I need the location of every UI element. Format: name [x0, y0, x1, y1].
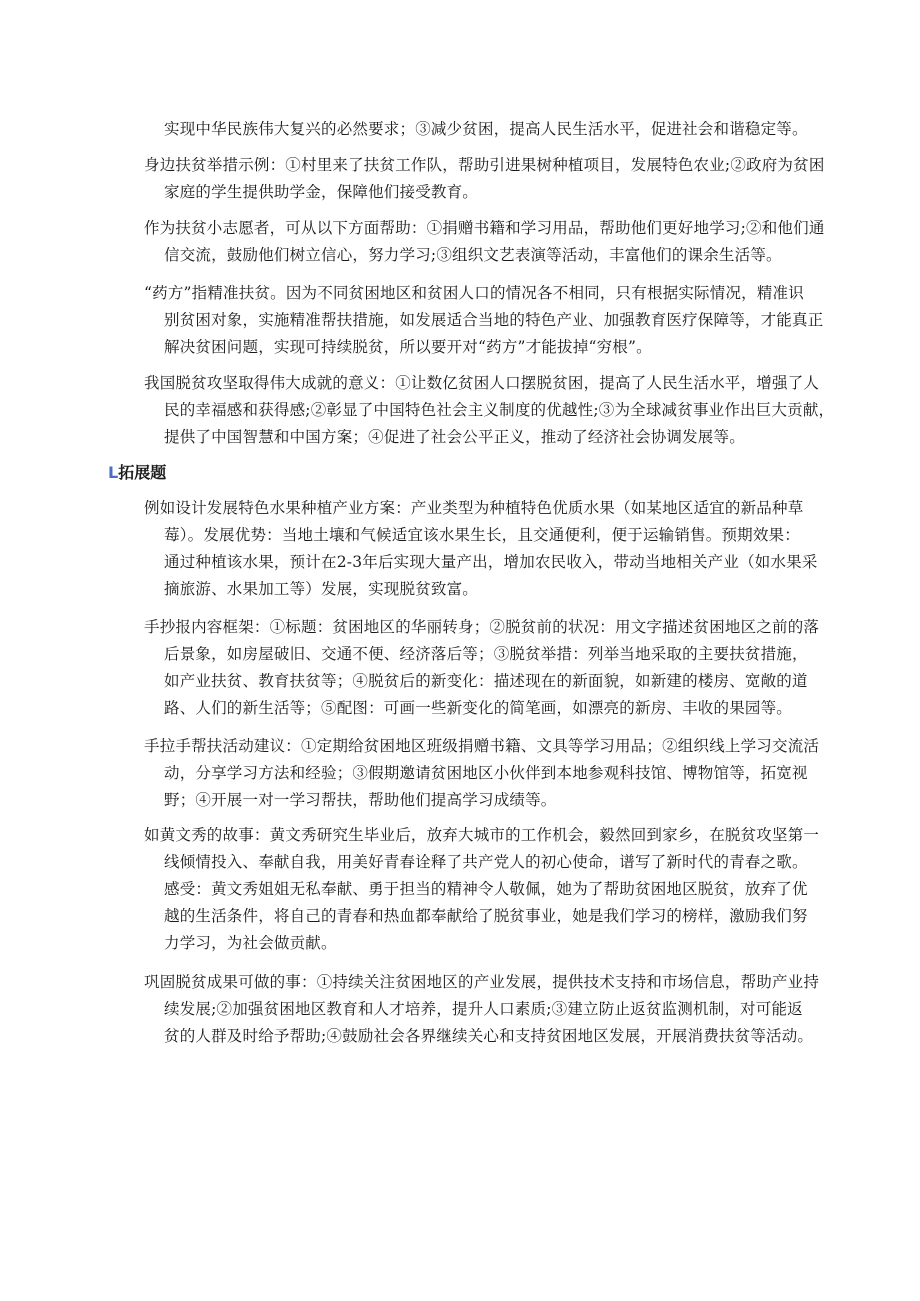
text-line: 贫的人群及时给予帮助;④鼓励社会各界继续关心和支持贫困地区发展，开展消费扶贫等活动。	[164, 1027, 814, 1045]
paragraph-volunteer	[144, 215, 824, 269]
text-line: 信交流，鼓励他们树立信心，努力学习;③组织文艺表演等活动，丰富他们的课余生活等。	[164, 246, 782, 264]
paragraph-hand-in-hand	[144, 733, 824, 814]
section-title	[108, 461, 166, 485]
text-line: 通过种植该水果，预计在2-3年后实现大量产出，增加农民收入，带动当地相关产业（如水果采	[164, 553, 818, 571]
text-line: 提供了中国智慧和中国方案；④促进了社会公平正义，推动了经济社会协调发展等。	[164, 428, 745, 446]
text-line: 感受：黄文秀姐姐无私奉献、勇于担当的精神令人敬佩，她为了帮助贫困地区脱贫，放弃了优	[164, 880, 808, 898]
text-line: 家庭的学生提供助学金，保障他们接受教育。	[164, 183, 479, 201]
text-line: 动，分享学习方法和经验；③假期邀请贫困地区小伙伴到本地参观科技馆、博物馆等，拓宽视	[164, 764, 808, 782]
text-line: 我国脱贫攻坚取得伟大成就的意义：①让数亿贫困人口摆脱贫困，提高了人民生活水平，增强了人	[144, 374, 820, 392]
text-line: 手拉手帮扶活动建议：①定期给贫困地区班级捐赠书籍、文具等学习用品；②组织线上学习交流活	[144, 737, 820, 755]
text-line: 如黄文秀的故事：黄文秀研究生毕业后，放弃大城市的工作机会，毅然回到家乡，在脱贫攻坚第一	[144, 826, 820, 844]
text-line: 路、人们的新生活等；⑤配图：可画一些新变化的简笔画，如漂亮的新房、丰收的果园等。	[164, 699, 793, 717]
text-line: 续发展;②加强贫困地区教育和人才培养，提升人口素质;③建立防止返贫监测机制，对可能返	[164, 1000, 803, 1018]
paragraph-significance	[144, 370, 835, 451]
text-line: 别贫困对象，实施精准帮扶措施，如发展适合当地的特色产业、加强教育医疗保障等，才能真正	[164, 311, 824, 329]
text-line: 手抄报内容框架：①标题：贫困地区的华丽转身；②脱贫前的状况：用文字描述贫困地区之前的落	[144, 618, 820, 636]
text-line: 摘旅游、水果加工等）发展，实现脱贫致富。	[164, 580, 479, 598]
paragraph-local-measures	[144, 152, 824, 206]
text-line: 身边扶贫举措示例：①村里来了扶贫工作队，帮助引进果树种植项目，发展特色农业;②政府为贫困	[144, 156, 825, 174]
text-line: 解决贫困问题，实现可持续脱贫，所以要开对“药方”才能拔掉“穷根”。	[164, 338, 652, 356]
text-line: 力学习，为社会做贡献。	[164, 934, 337, 952]
paragraph-fruit-plan	[144, 495, 824, 603]
text-line: 巩固脱贫成果可做的事：①持续关注贫困地区的产业发展，提供技术支持和市场信息，帮助产业持	[144, 973, 820, 991]
text-line: 作为扶贫小志愿者，可从以下方面帮助：①捐赠书籍和学习用品，帮助他们更好地学习;②和他们通	[144, 219, 825, 237]
text-line: 后景象，如房屋破旧、交通不便、经济落后等；③脱贫举措：列举当地采取的主要扶贫措施，	[164, 645, 808, 663]
text-line: 民的幸福感和获得感;②彰显了中国特色社会主义制度的优越性;③为全球减贫事业作出巨大贡献，	[164, 401, 835, 419]
text-line: 如产业扶贫、教育扶贫等；④脱贫后的新变化：描述现在的新面貌，如新建的楼房、宽敞的道	[164, 672, 808, 690]
section-title-text: 拓展题	[118, 463, 167, 482]
text-line: 莓）。发展优势：当地土壤和气候适宜该水果生长，且交通便利，便于运输销售。预期效果：	[164, 526, 800, 544]
paragraph-rejuvenation	[144, 116, 824, 143]
text-line: 实现中华民族伟大复兴的必然要求；③减少贫困，提高人民生活水平，促进社会和谐稳定等。	[164, 120, 808, 138]
text-line: 线倾情投入、奉献自我，用美好青春诠释了共产党人的初心使命，谱写了新时代的青春之歌。	[164, 853, 808, 871]
text-line: 越的生活条件，将自己的青春和热血都奉献给了脱贫事业，她是我们学习的榜样，激励我们努	[164, 907, 808, 925]
section-marker: L	[108, 463, 119, 482]
text-line: 例如设计发展特色水果种植产业方案：产业类型为种植特色优质水果（如某地区适宜的新品种草	[144, 499, 804, 517]
paragraph-consolidate	[144, 969, 824, 1050]
text-line: 野；④开展一对一学习帮扶，帮助他们提高学习成绩等。	[164, 791, 557, 809]
paragraph-poster-framework	[144, 614, 824, 722]
paragraph-prescription	[144, 280, 824, 361]
paragraph-huang-wenxiu	[144, 822, 824, 957]
text-line: “药方”指精准扶贫。因为不同贫困地区和贫困人口的情况各不相同，只有根据实际情况，精准识	[144, 284, 804, 302]
